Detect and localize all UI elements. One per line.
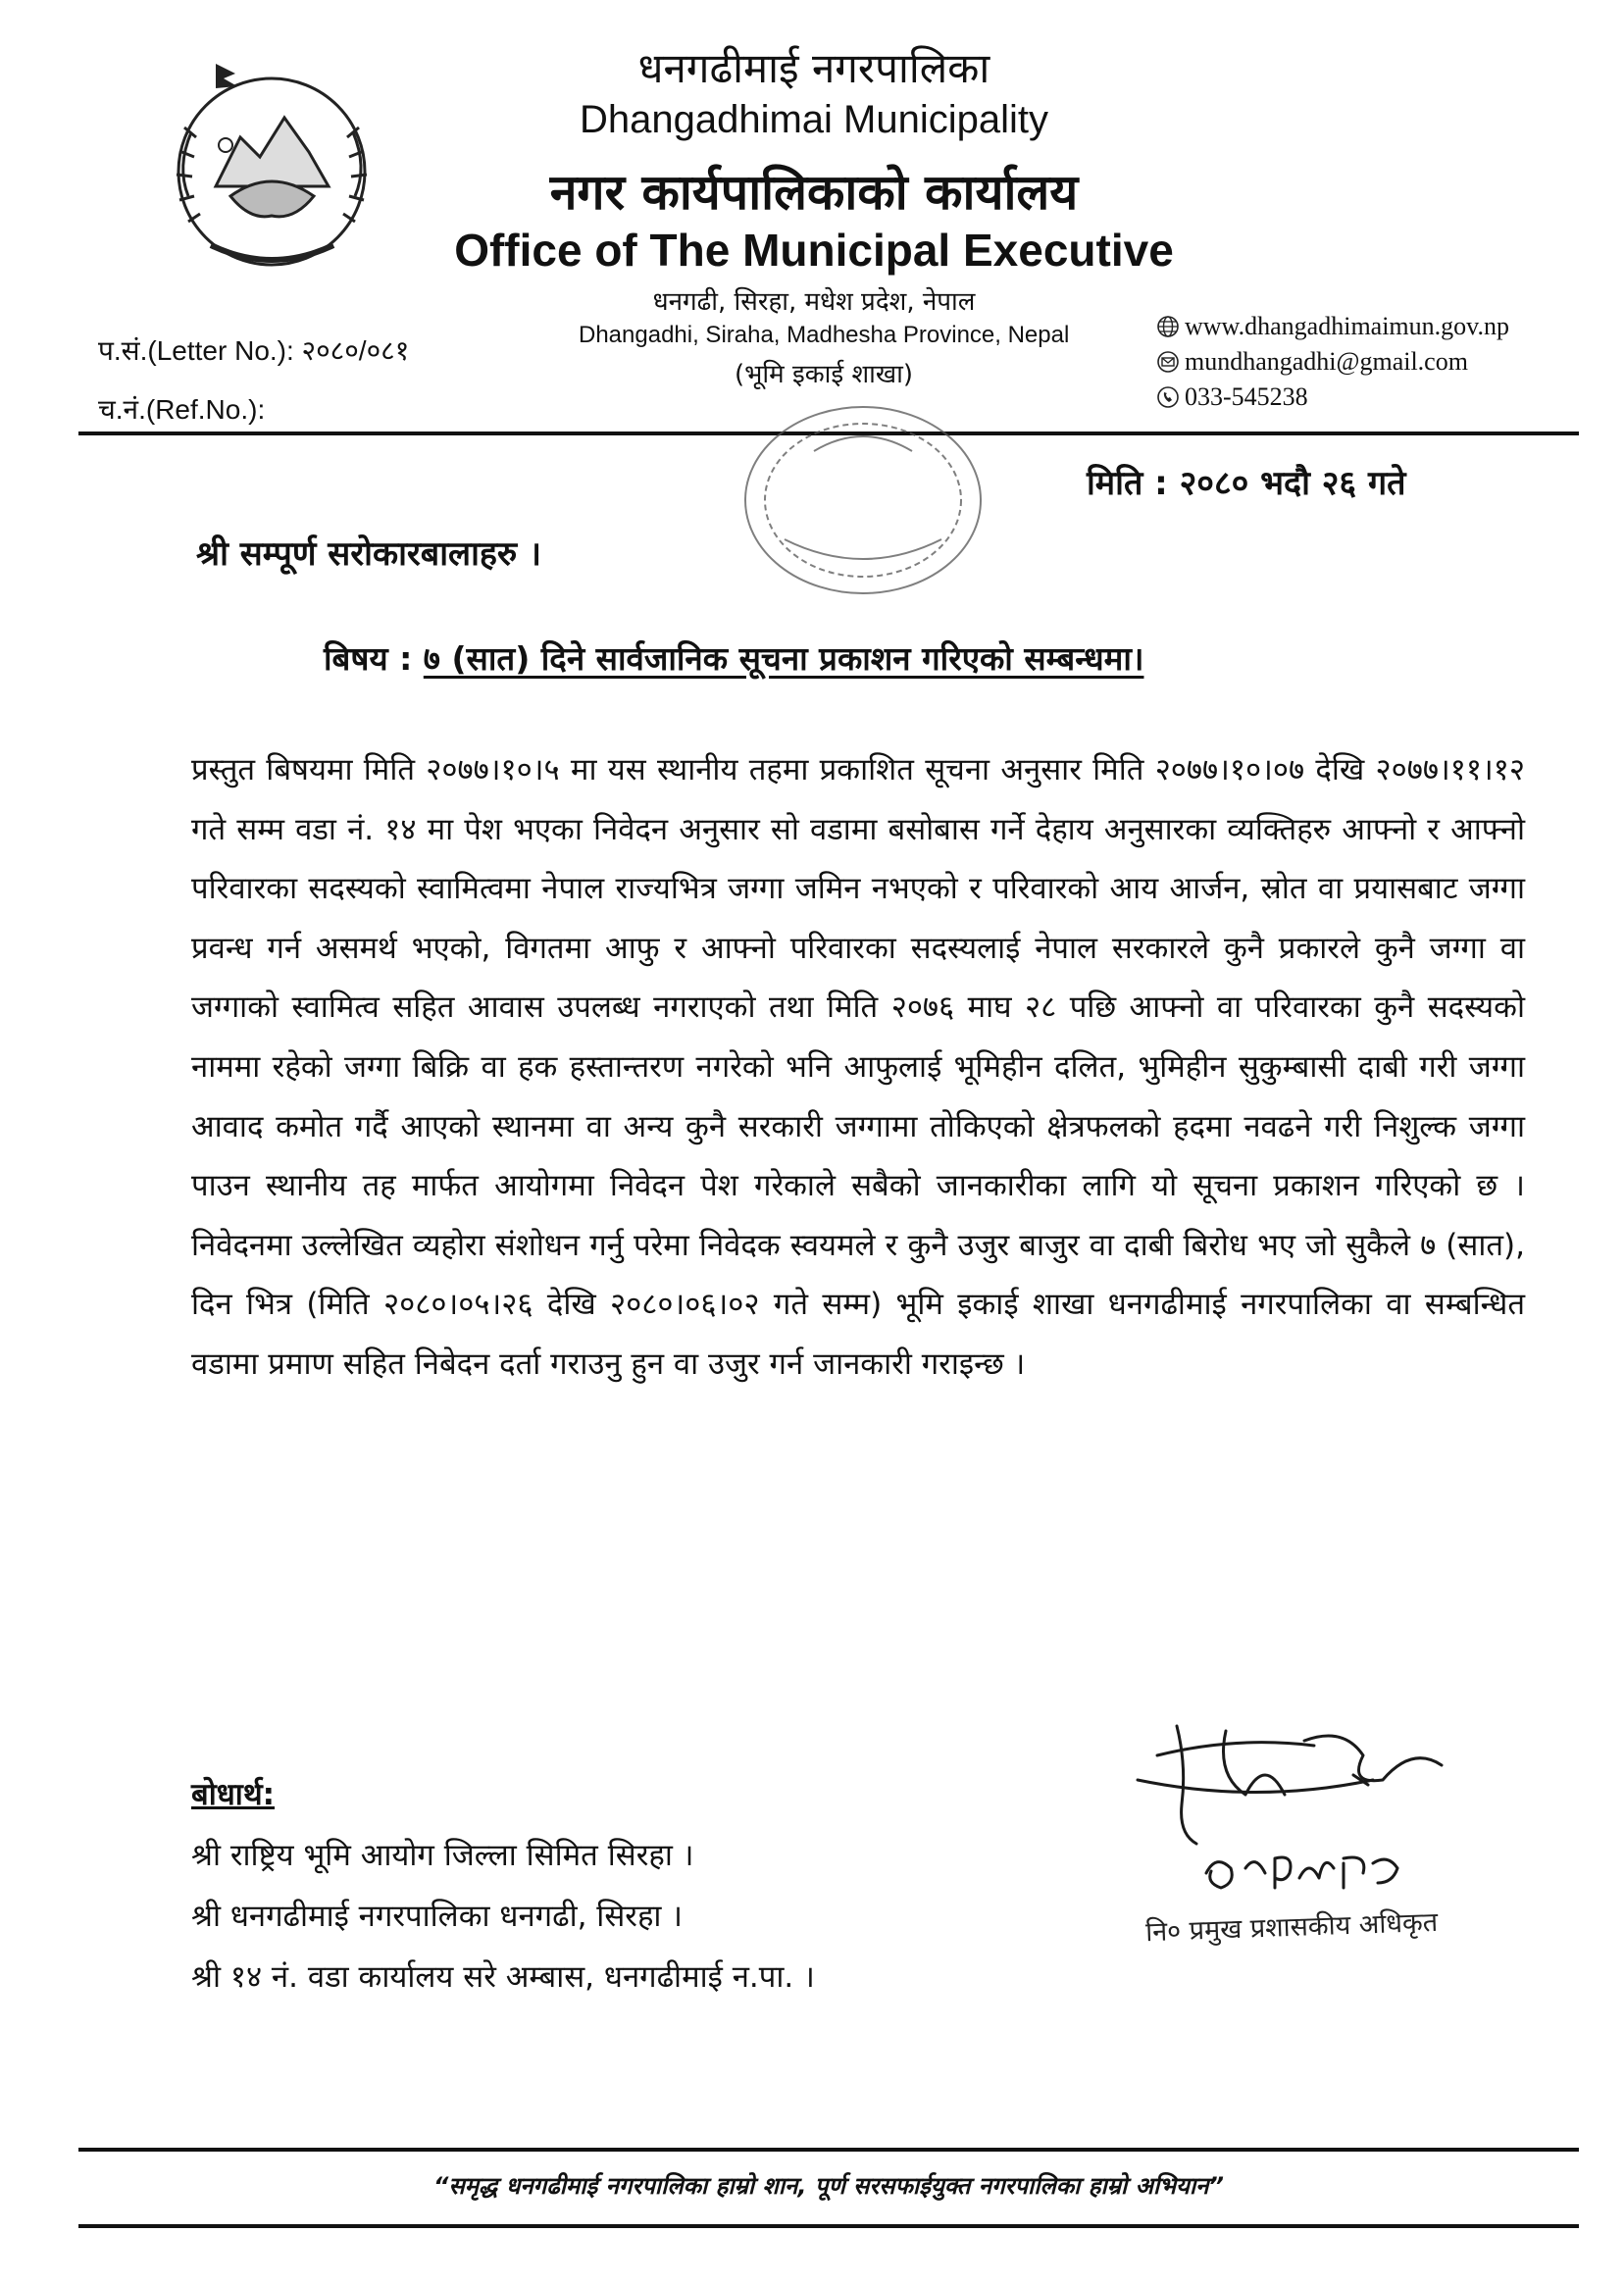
subject-line [324, 635, 1143, 680]
nepal-emblem-logo [137, 49, 407, 284]
cc-item: श्री १४ नं. वडा कार्यालय सरे अम्बास, धनगढीमाई न.पा. । [191, 1959, 815, 1995]
phone-text: 033-545238 [1185, 382, 1308, 411]
handwritten-signature [1118, 1687, 1530, 1942]
letter-number: प.सं.(Letter No.): २०८०/०८१ [98, 335, 410, 366]
contact-email[interactable] [1155, 347, 1468, 377]
org-name-nepali: धनगढीमाई नगरपालिका [637, 44, 990, 92]
reference-number: च.नं.(Ref.No.): [98, 394, 266, 425]
contact-phone[interactable] [1155, 382, 1308, 412]
footer-divider-bottom [78, 2224, 1579, 2228]
org-name-english: Dhangadhimai Municipality [579, 98, 1049, 141]
notice-body: प्रस्तुत बिषयमा मिति २०७७।१०।५ मा यस स्थानीय तहमा प्रकाशित सूचना अनुसार मिति २०७७।१०।०७ देखि २०७७।११।१२ गते सम्म वडा नं. १४ मा पेश भएका निवेदन अनुसार सो वडामा बसोबास गर्ने देहाय अनुसारका व्यक्तिहरु आफ्नो र आफ्नो परिवारका सदस्यको स्वामित्वमा नेपाल राज्यभित्र जग्गा जमिन नभएको र परिवारको आय आर्जन, स्रोत वा प्रयासबाट जग्गा प्रवन्ध गर्न असमर्थ भएको, विगतमा आफु र आफ्नो परिवारका सदस्यलाई नेपाल सरकारले कुनै प्रकारले कुनै जग्गा वा जग्गाको स्वामित्व सहित आवास उपलब्ध नगराएको तथा मिति २०७६ माघ २८ पछि आफ्नो वा परिवारका कुनै सदस्यको नाममा रहेको जग्गा बिक्रि वा हक हस्तान्तरण नगरेको भनि आफुलाई भूमिहीन दलित, भुमिहीन सुकुम्बासी दाबी गरी जग्गा आवाद कमोत गर्दै आएको स्थानमा वा अन्य कुनै सरकारी जग्गामा तोकिएको क्षेत्रफलको हदमा नवढने गरी निशुल्क जग्गा पाउन स्थानीय तह मार्फत आयोगमा निवेदन पेश गरेकाले सबैको जानकारीका लागि यो सूचना प्रकाशन गरिएको छ । निवेदनमा उल्लेखित व्यहोरा संशोधन गर्नु परेमा निवेदक स्वयमले र कुनै उजुर बाजुर वा दाबी बिरोध भए जो सुकैले ७ (सात), दिन भित्र (मिति २०८०।०५।२६ देखि २०८०।०६।०२ गते सम्म) भूमि इकाई शाखा धनगढीमाई नगरपालिका वा सम्बन्धित वडामा प्रमाण सहित निबेदन दर्ता गराउनु हुन वा उजुर गर्न जानकारी गराइन्छ । [191, 752, 1525, 1382]
letter-date: मिति : २०८० भदौ २६ गते [1087, 464, 1406, 503]
footer-divider-top [78, 2148, 1579, 2152]
cc-item: श्री धनगढीमाई नगरपालिका धनगढी, सिरहा । [191, 1899, 684, 1934]
office-stamp [706, 392, 1020, 628]
cc-heading: बोधार्थ: [191, 1777, 276, 1812]
office-name-english: Office of The Municipal Executive [454, 225, 1174, 276]
contact-website[interactable] [1155, 312, 1509, 341]
subject-text: ७ (सात) दिने सार्वजानिक सूचना प्रकाशन गरिएको सम्बन्धमा। [423, 639, 1144, 678]
signatory-designation: नि० प्रमुख प्रशासकीय अधिकृत [1144, 1906, 1439, 1949]
email-text: mundhangadhi@gmail.com [1185, 347, 1468, 376]
address-nepali: धनगढी, सिरहा, मधेश प्रदेश, नेपाल [652, 287, 976, 317]
address-english: Dhangadhi, Siraha, Madhesha Province, Nepal [579, 322, 1070, 348]
footer-slogan: “समृद्ध धनगढीमाई नगरपालिका हाम्रो शान, पूर्ण सरसफाईयुक्त नगरपालिका हाम्रो अभियान” [433, 2172, 1224, 2200]
cc-item: श्री राष्ट्रिय भूमि आयोग जिल्ला सिमित सिरहा । [191, 1838, 694, 1873]
phone-icon [1155, 384, 1181, 410]
globe-icon [1155, 314, 1181, 339]
addressee: श्री सम्पूर्ण सरोकारबालाहरु । [196, 534, 541, 574]
branch-name: (भूमि इकाई शाखा) [734, 360, 914, 389]
mail-icon [1155, 349, 1181, 375]
office-name-nepali: नगर कार्यपालिकाको कार्यालय [549, 164, 1079, 221]
website-text: www.dhangadhimaimun.gov.np [1185, 312, 1509, 340]
subject-label: बिषय : [324, 639, 413, 678]
